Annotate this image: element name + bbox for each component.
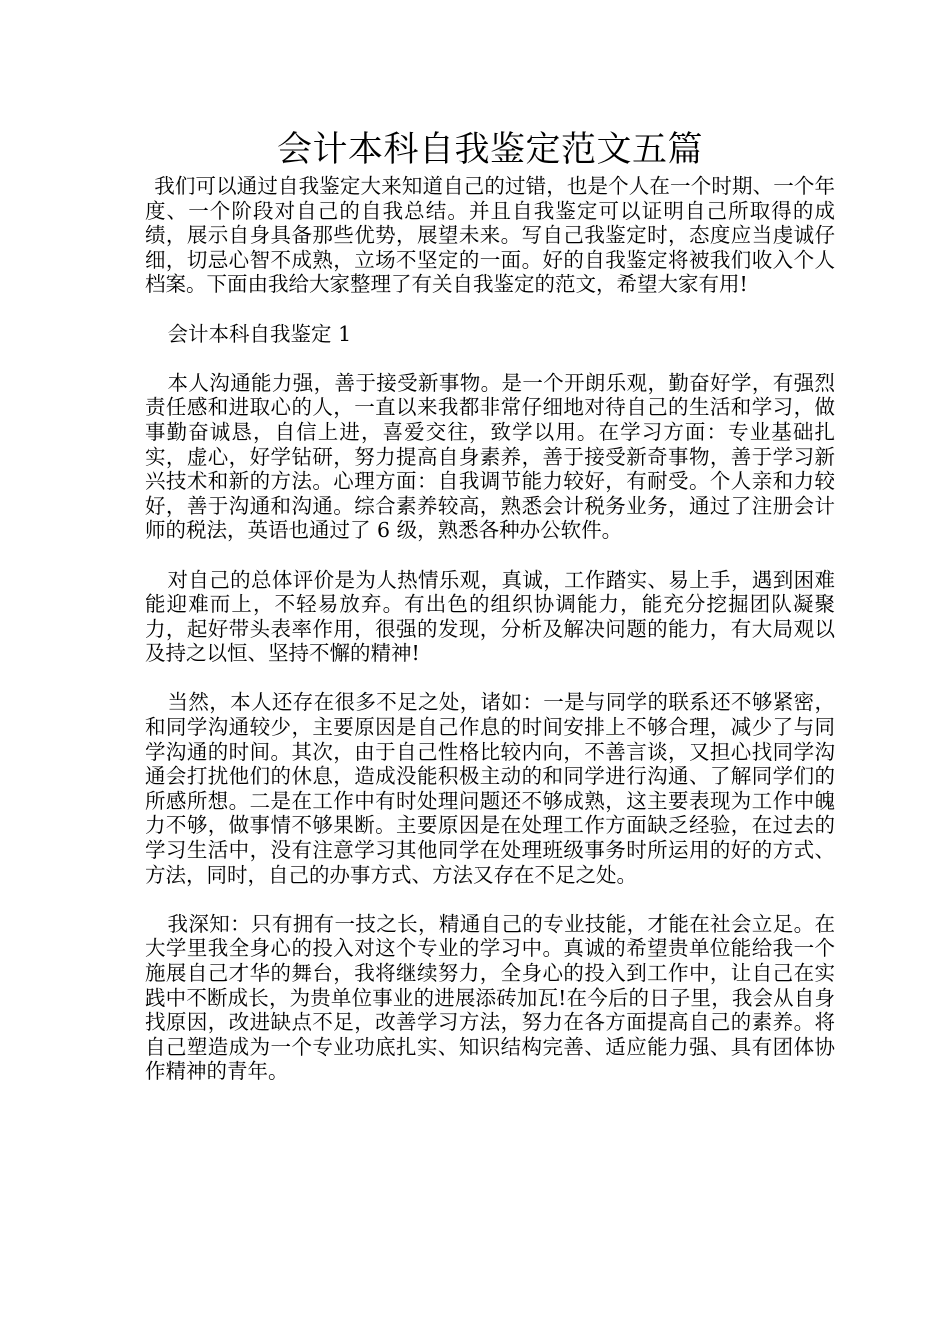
paragraph-gap bbox=[145, 346, 835, 371]
intro-paragraph: 我们可以通过自我鉴定大来知道自己的过错，也是个人在一个时期、一个年度、一个阶段对自己的自我总结。并且自我鉴定可以证明自己所取得的成绩，展示自身具备那些优势，展望未来。写自己我鉴定时，态度应当虔诚仔细，切忌心智不成熟，立场不坚定的一面。好的自我鉴定将被我们收入个人档案。下面由我给大家整理了有关自我鉴定的范文，希望大家有用! bbox=[145, 174, 835, 297]
paragraph-gap bbox=[145, 666, 835, 691]
body-paragraph-2: 对自己的总体评价是为人热情乐观，真诚，工作踏实、易上手，遇到困难能迎难而上，不轻易放弃。有出色的组织协调能力，能充分挖掘团队凝聚力，起好带头表率作用，很强的发现，分析及解决问题的能力，有大局观以及持之以恒、坚持不懈的精神! bbox=[145, 567, 835, 666]
paragraph-gap bbox=[145, 297, 835, 322]
document-page bbox=[145, 128, 835, 1084]
paragraph-gap bbox=[145, 543, 835, 568]
section-heading: 会计本科自我鉴定 1 bbox=[167, 321, 352, 346]
body-paragraph-4: 我深知：只有拥有一技之长，精通自己的专业技能，才能在社会立足。在大学里我全身心的投入对这个专业的学习中。真诚的希望贵单位能给我一个施展自己才华的舞台，我将继续努力，全身心的投入到工作中，让自己在实践中不断成长，为贵单位事业的进展添砖加瓦!在今后的日子里，我会从自身找原因，改进缺点不足，改善学习方法，努力在各方面提高自己的素养。将自己塑造成为一个专业功底扎实、知识结构完善、适应能力强、具有团体协作精神的青年。 bbox=[145, 911, 835, 1084]
paragraph-gap bbox=[145, 887, 835, 912]
document-title: 会计本科自我鉴定范文五篇 bbox=[276, 130, 703, 170]
body-paragraph-1: 本人沟通能力强，善于接受新事物。是一个开朗乐观，勤奋好学，有强烈责任感和进取心的人，一直以来我都非常仔细地对待自己的生活和学习，做事勤奋诚恳，自信上进，喜爱交往，致学以用。在学习方面：专业基础扎实，虚心，好学钻研，努力提高自身素养，善于接受新奇事物，善于学习新兴技术和新的方法。心理方面：自我调节能力较好，有耐受。个人亲和力较好，善于沟通和沟通。综合素养较高，熟悉会计税务业务，通过了注册会计师的税法，英语也通过了 6 级，熟悉各种办公软件。 bbox=[145, 370, 835, 543]
body-paragraph-3: 当然，本人还存在很多不足之处，诸如：一是与同学的联系还不够紧密，和同学沟通较少，主要原因是自己作息的时间安排上不够合理，减少了与同学沟通的时间。其次，由于自己性格比较内向，不善言谈，又担心找同学沟通会打扰他们的休息，造成没能积极主动的和同学进行沟通、了解同学们的所感所想。二是在工作中有时处理问题还不够成熟，这主要表现为工作中魄力不够，做事情不够果断。主要原因是在处理工作方面缺乏经验，在过去的学习生活中，没有注意学习其他同学在处理班级事务时所运用的好的方式、方法，同时，自己的办事方式、方法又存在不足之处。 bbox=[145, 690, 835, 887]
